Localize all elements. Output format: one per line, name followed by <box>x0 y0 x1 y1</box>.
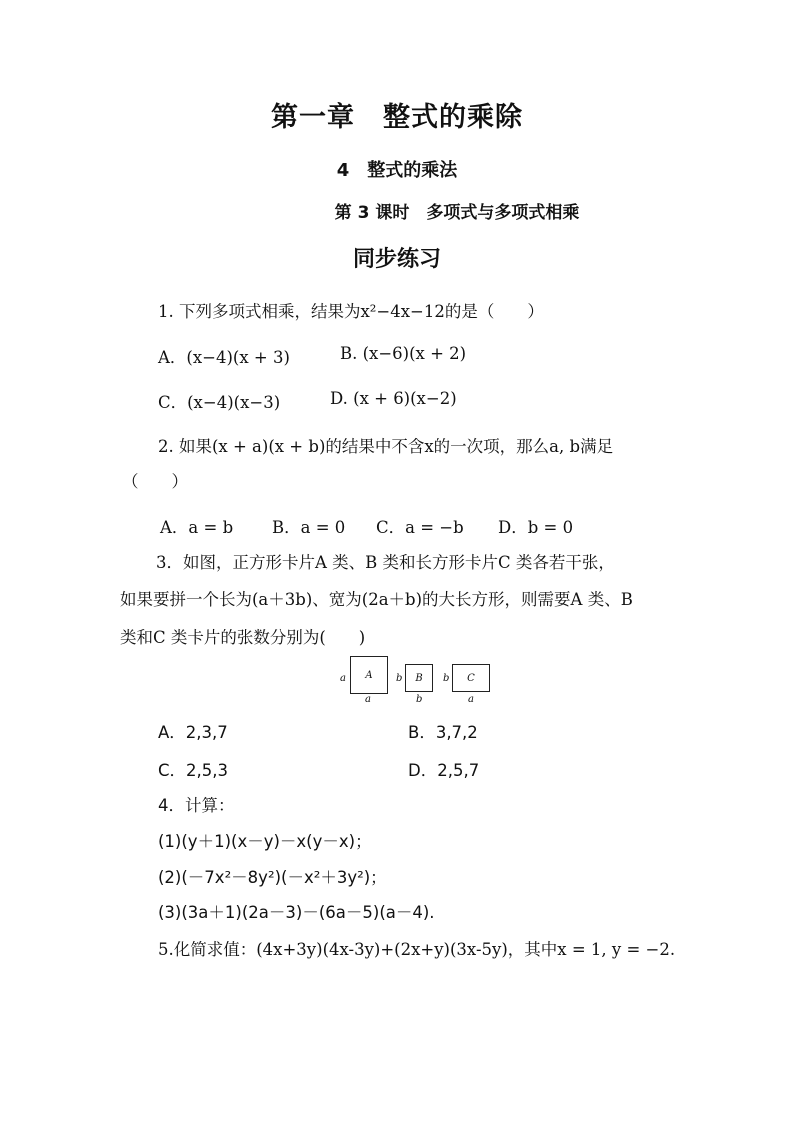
question-4-part-1: (1)(y＋1)(x－y)－x(y－x)； <box>158 832 372 851</box>
question-4-part-2: (2)(－7x²－8y²)(－x²＋3y²)； <box>158 868 387 887</box>
question-5-text: 5.化简求值：(4x+3y)(4x-3y)+(2x+y)(3x-5y)，其中x = 1, y = −2. <box>158 940 676 959</box>
q2-option-c: C．a = −b <box>376 518 464 537</box>
chapter-title: 第一章 整式的乘除 <box>271 102 523 133</box>
q1-option-a: A．(x−4)(x + 3) <box>158 348 290 367</box>
card-a: A <box>350 656 388 694</box>
card-c: C <box>452 664 490 692</box>
q3-option-a: A．2,3,7 <box>158 723 228 742</box>
card-c-side-label: b <box>443 673 450 684</box>
q3-option-b: B．3,7,2 <box>408 723 478 742</box>
q3-option-c: C．2,5,3 <box>158 761 229 780</box>
q2-option-d: D．b = 0 <box>498 518 574 537</box>
section-title: 4 整式的乘法 <box>336 160 458 181</box>
card-b: B <box>405 664 433 692</box>
card-b-bottom-label: b <box>416 694 423 705</box>
q2-option-a: A．a = b <box>160 518 234 537</box>
question-3-line-2: 如果要拼一个长为(a＋3b)、宽为(2a＋b)的大长方形，则需要A 类、B <box>120 590 633 609</box>
card-b-side-label: b <box>396 673 403 684</box>
lesson-title: 第 3 课时 多项式与多项式相乘 <box>334 203 580 223</box>
practice-heading: 同步练习 <box>352 247 441 272</box>
q1-option-c: C．(x−4)(x−3) <box>158 393 281 412</box>
question-3-line-1: 3．如图，正方形卡片A 类、B 类和长方形卡片C 类各若干张， <box>156 553 615 572</box>
question-4-part-3: (3)(3a＋1)(2a－3)－(6a－5)(a－4). <box>158 903 435 922</box>
q1-option-b: B. (x−6)(x + 2) <box>340 344 467 363</box>
card-c-bottom-label: a <box>468 694 474 705</box>
question-2-text: 2. 如果(x + a)(x + b)的结果中不含x的一次项，那么a, b满足 <box>158 437 614 456</box>
question-4-title: 4．计算： <box>158 796 235 815</box>
card-a-side-label: a <box>340 673 346 684</box>
question-1-text: 1. 下列多项式相乘，结果为x²−4x−12的是（ ） <box>158 302 544 321</box>
q1-option-d: D. (x + 6)(x−2) <box>330 389 457 408</box>
card-a-bottom-label: a <box>365 694 371 705</box>
q2-option-b: B．a = 0 <box>272 518 346 537</box>
q3-option-d: D．2,5,7 <box>408 761 480 780</box>
question-3-line-3: 类和C 类卡片的张数分别为( ) <box>120 628 366 647</box>
question-2-paren: （ ） <box>122 472 188 491</box>
